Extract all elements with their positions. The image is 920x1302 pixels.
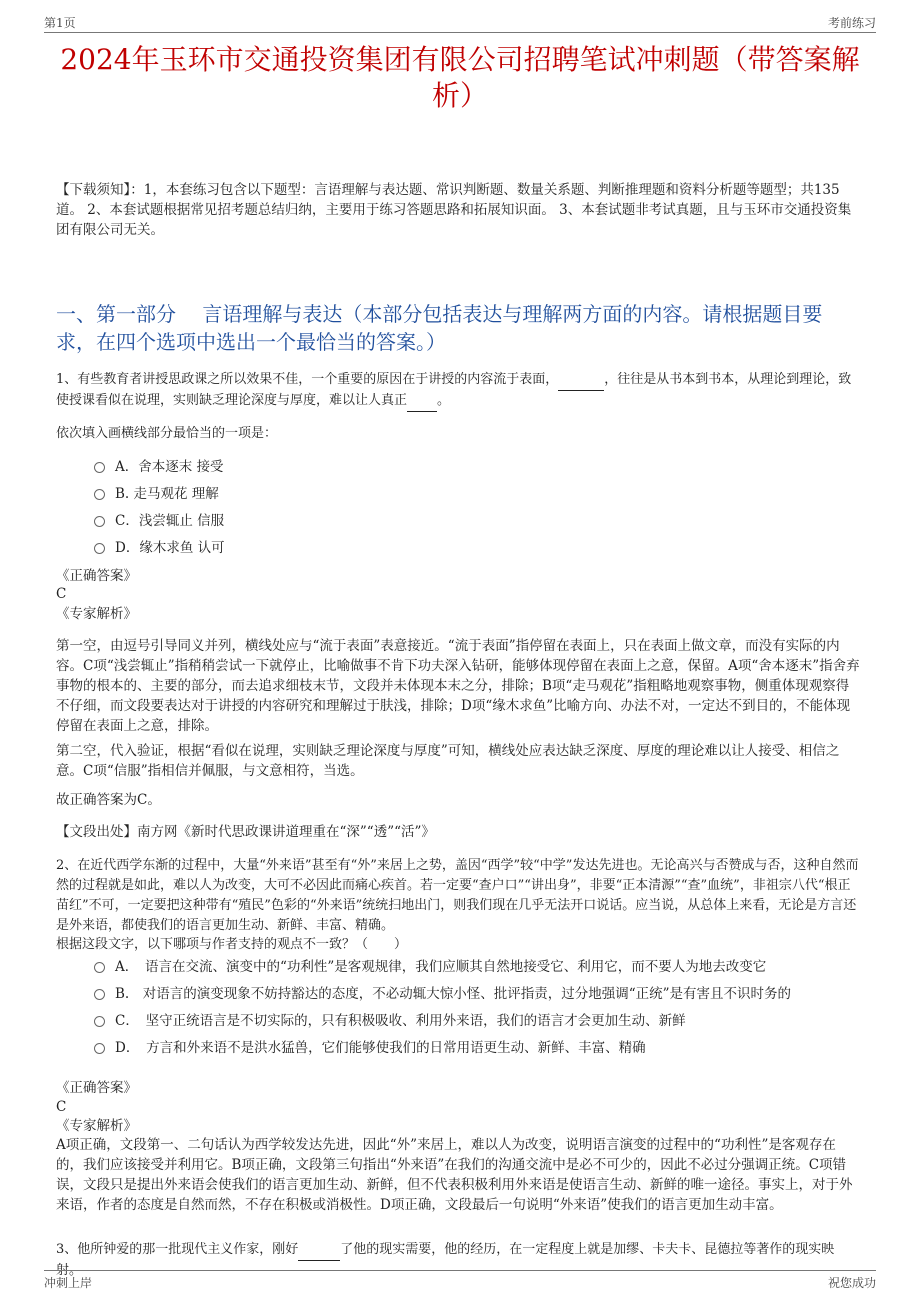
- question-1-prompt: 依次填入画横线部分最恰当的一项是：: [56, 426, 278, 441]
- q2-option-d[interactable]: D． 方言和外来语不是洪水猛兽，它们能够使我们的日常用语更生动、新鲜、丰富、精确: [94, 1038, 858, 1058]
- page-header: [44, 12, 876, 33]
- radio-icon[interactable]: [94, 989, 105, 1000]
- q2-option-b[interactable]: B. 对语言的演变现象不妨持豁达的态度，不必动辄大惊小怪、批评指责，过分地强调“正统”是有害且不识时务的: [94, 984, 858, 1004]
- radio-icon[interactable]: [94, 462, 105, 473]
- q1-analysis-p2: 第二空，代入验证，根据“看似在说理，实则缺乏理论深度与厚度”可知，横线处应表达缺乏深度、厚度的理论难以让人接受、相信之意。C项“信服”指相信并佩服，与文意相符，当选。: [56, 743, 840, 779]
- q1-answer: C: [56, 586, 67, 602]
- blank-1: [558, 370, 604, 391]
- q1-option-a[interactable]: A．舍本逐末 接受: [94, 457, 224, 477]
- q2-analysis-label: 《专家解析》: [56, 1118, 137, 1134]
- header-label: 考前练习: [827, 16, 876, 30]
- q2-answer-label: 《正确答案》: [56, 1080, 137, 1096]
- page-footer: [44, 1270, 876, 1293]
- q2-option-c[interactable]: C． 坚守正统语言是不切实际的，只有积极吸收、利用外来语，我们的语言才会更加生动、新鲜: [94, 1011, 858, 1031]
- q1-analysis-label: 《专家解析》: [56, 606, 137, 622]
- q1-option-b[interactable]: B. 走马观花 理解: [94, 484, 219, 504]
- blank-2: [407, 391, 437, 412]
- page-title: 2024年玉环市交通投资集团有限公司招聘笔试冲刺题（带答案解析）: [60, 43, 860, 112]
- q1-option-d[interactable]: D．缘木求鱼 认可: [94, 538, 225, 558]
- q2-option-a[interactable]: A． 语言在交流、演变中的“功利性”是客观规律，我们应顺其自然地接受它、利用它，而不要人为地去改变它: [94, 957, 858, 977]
- q1-analysis-p1: 第一空，由逗号引导同义并列，横线处应与“流于表面”表意接近。“流于表面”指停留在表面上，只在表面上做文章，而没有实际的内容。C项“浅尝辄止”指稍稍尝试一下就停止，比喻做事不肯下功夫深入钻研，能够体现停留在表面上之意，保留。A项“舍本逐末”指舍弃事物的根本的、主要的部分，而去追求细枝末节，文段并未体现本末之分，排除；B项“走马观花”指粗略地观察事物，侧重体现观察得不仔细，而文段要表达对于讲授的内容研究和理解过于肤浅，排除；D项“缘木求鱼”比喻方向、办法不对，一定达不到目的，不能体现停留在表面上之意，排除。: [56, 638, 860, 734]
- q1-option-c[interactable]: C．浅尝辄止 信服: [94, 511, 224, 531]
- q1-source: 【文段出处】南方网《新时代思政课讲道理重在“深”“透”“活”》: [56, 824, 435, 840]
- radio-icon[interactable]: [94, 543, 105, 554]
- q2-answer: C: [56, 1099, 67, 1115]
- q1-answer-label: 《正确答案》: [56, 568, 137, 584]
- radio-icon[interactable]: [94, 962, 105, 973]
- radio-icon[interactable]: [94, 516, 105, 527]
- q2-analysis: A项正确，文段第一、二句话认为西学较发达先进，因此“外”来居上，难以人为改变，说明语言演变的过程中的“功利性”是客观存在的，我们应该接受并利用它。B项正确，文段第三句指出“外来语”在我们的沟通交流中是必不可少的，因此不必过分强调正统。C项错误，文段只是提出外来语会使我们的语言更加生动、新鲜，但不代表积极利用外来语是使语言生动、新鲜的唯一途径。事实上，对于外来语，作者的态度是自然而然，不存在积极或消极性。D项正确，文段最后一句说明“外来语”使我们的语言更加生动丰富。: [56, 1137, 853, 1213]
- q1-analysis-p3: 故正确答案为C。: [56, 792, 161, 808]
- radio-icon[interactable]: [94, 1016, 105, 1027]
- page-number: 第1页: [44, 16, 76, 30]
- radio-icon[interactable]: [94, 489, 105, 500]
- section-heading: 一、第一部分 言语理解与表达（本部分包括表达与理解两方面的内容。请根据题目要求，在四个选项中选出一个最恰当的答案。）: [56, 302, 823, 354]
- blank-3: [298, 1240, 340, 1261]
- radio-icon[interactable]: [94, 1043, 105, 1054]
- footer-right: 祝您成功: [827, 1276, 876, 1290]
- question-2-prompt: 根据这段文字，以下哪项与作者支持的观点不一致？（ ）: [56, 937, 408, 952]
- question-2-stem: 2、在近代西学东渐的过程中，大量“外来语”甚至有“外”来居上之势，盖因“西学”较“中学”发达先进也。无论高兴与否赞成与否，这种自然而然的过程就是如此，难以人为改变，大可不必因此而痛心疾首。若一定要“查户口”“讲出身”，非要“正本清源”“查”血统”，非祖宗八代“根正苗红”不可，一定要把这种带有“殖民”色彩的“外来语”统统扫地出门，则我们现在几乎无法开口说话。应当说，从总体上来看，无论是方言还是外来语，都使我们的语言更加生动、新鲜、丰富、精确。: [56, 858, 859, 933]
- question-1-stem: 1、有些教育者讲授思政课之所以效果不佳，一个重要的原因在于讲授的内容流于表面， ，往往是从书本到书本，从理论到理论，致使授课看似在说理，实则缺乏理论深度与厚度，难以让人真正 。: [56, 370, 860, 412]
- question-3-stem: 3、他所钟爱的那一批现代主义作家，刚好 了他的现实需要，他的经历，在一定程度上就是加缪、卡夫卡、昆德拉等著作的现实映射。: [56, 1242, 835, 1278]
- download-notice: 【下载须知】：1，本套练习包含以下题型：言语理解与表达题、常识判断题、数量关系题、判断推理题和资料分析题等题型；共135道。 2、本套试题根据常见招考题总结归纳，主要用于练习答题思路和拓展知识面。 3、本套试题非考试真题，且与玉环市交通投资集团有限公司无关。: [56, 182, 852, 238]
- footer-left: 冲刺上岸: [44, 1276, 93, 1290]
